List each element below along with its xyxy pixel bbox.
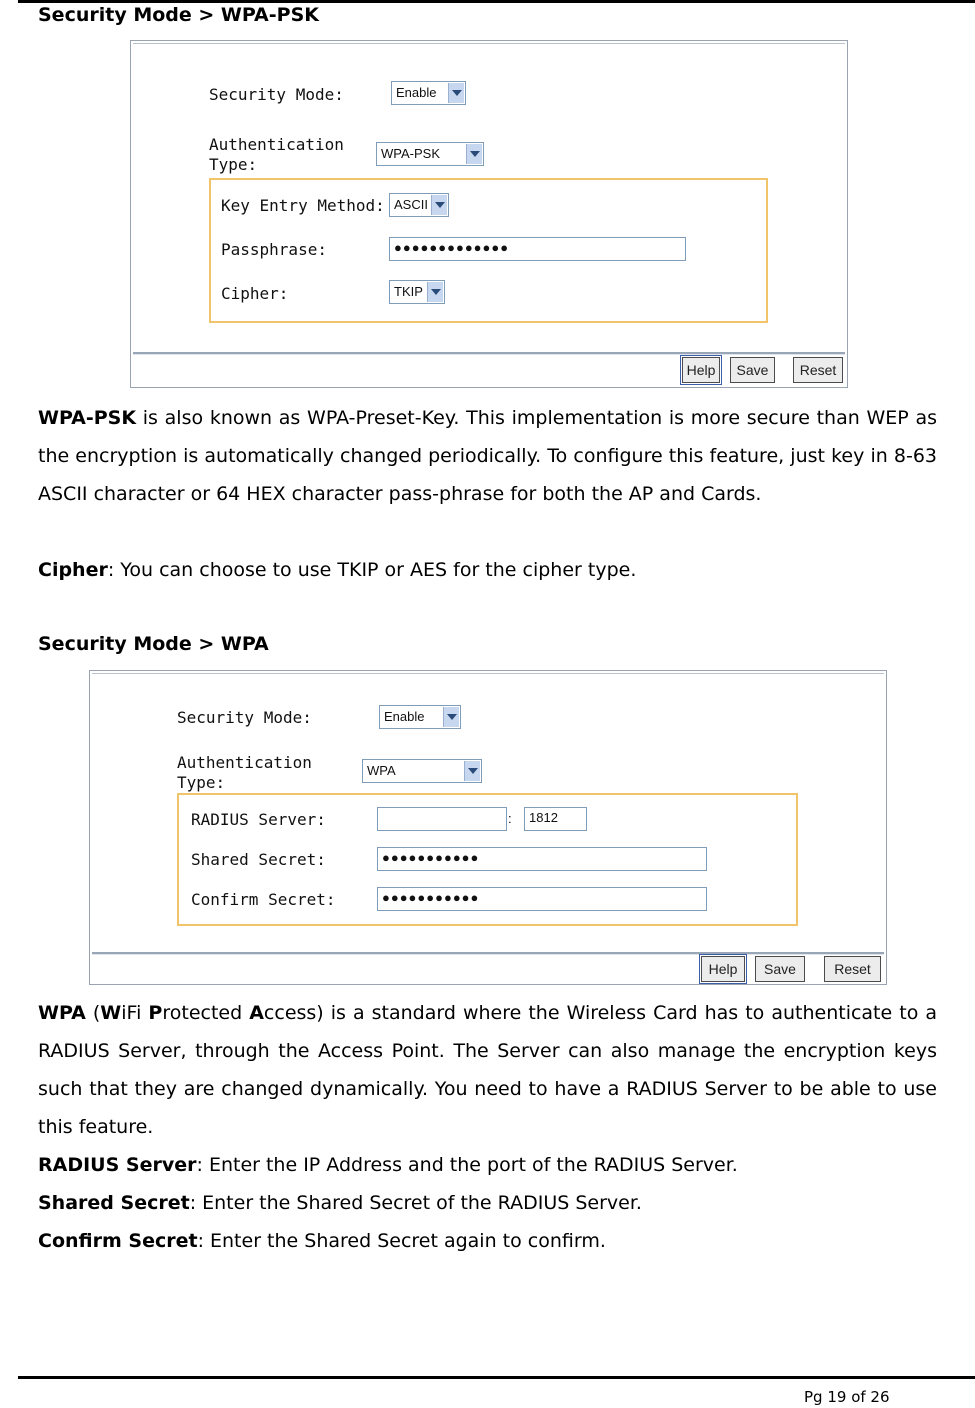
reset-button[interactable]: Reset xyxy=(793,357,843,383)
cipher-select[interactable] xyxy=(389,280,445,304)
shared-secret-text: : Enter the Shared Secret of the RADIUS Server. xyxy=(189,1192,642,1214)
auth-type-select[interactable] xyxy=(376,142,484,166)
security-mode-value: Enable xyxy=(396,85,437,100)
auth-type-value: WPA-PSK xyxy=(381,146,440,161)
wpa-psk-text: is also known as WPA-Preset-Key. This implementation is more secure than WEP as the encryption is automatically changed periodically. To configure this feature, just key in 8-63 ASCII character or 64 HEX character pass-phrase for both the AP and Cards. xyxy=(38,407,937,505)
wpa-a: A xyxy=(249,1002,264,1024)
section-heading-wpa: Security Mode > WPA xyxy=(38,633,269,655)
wpa-psk-screenshot xyxy=(130,40,848,388)
panel-separator xyxy=(133,352,845,355)
passphrase-input[interactable]: ●●●●●●●●●●●●● xyxy=(389,237,686,261)
save-button[interactable]: Save xyxy=(755,956,805,982)
help-button[interactable]: Help xyxy=(701,956,745,982)
wpa-w: W xyxy=(100,1002,122,1024)
wpa-ifi: iFi xyxy=(121,1002,149,1024)
security-mode-select[interactable] xyxy=(379,705,461,729)
page-number: Pg 19 of 26 xyxy=(804,1388,890,1406)
chevron-down-icon xyxy=(427,282,443,302)
section-heading-wpa-psk: Security Mode > WPA-PSK xyxy=(38,4,319,26)
top-rule xyxy=(18,0,975,3)
radius-port-input[interactable]: 1812 xyxy=(524,807,587,831)
security-mode-value: Enable xyxy=(384,709,425,724)
shared-secret-input[interactable]: ●●●●●●●●●●● xyxy=(377,847,707,871)
panel-top-line xyxy=(92,673,884,674)
cipher-value: TKIP xyxy=(394,284,423,299)
radius-server-label: RADIUS Server: xyxy=(191,810,326,829)
radius-server-description xyxy=(38,1146,738,1184)
radius-server-term: RADIUS Server xyxy=(38,1154,197,1176)
bottom-rule xyxy=(18,1376,975,1379)
panel-separator xyxy=(92,952,884,955)
shared-secret-label: Shared Secret: xyxy=(191,850,326,869)
reset-button[interactable]: Reset xyxy=(824,956,881,982)
auth-type-select[interactable] xyxy=(362,759,482,783)
wpa-psk-description xyxy=(38,399,937,513)
wpa-psk-term: WPA-PSK xyxy=(38,407,137,429)
passphrase-label: Passphrase: xyxy=(221,240,327,259)
chevron-down-icon xyxy=(443,707,459,727)
port-separator: : xyxy=(508,811,512,826)
auth-type-value: WPA xyxy=(367,763,396,778)
cipher-term: Cipher xyxy=(38,559,108,581)
radius-ip-input[interactable] xyxy=(377,807,507,831)
shared-secret-term: Shared Secret xyxy=(38,1192,190,1214)
key-entry-value: ASCII xyxy=(394,197,428,212)
key-entry-select[interactable] xyxy=(389,193,449,217)
confirm-secret-term: Confirm Secret xyxy=(38,1230,198,1252)
security-mode-label: Security Mode: xyxy=(209,85,344,104)
auth-type-label: Authentication Type: xyxy=(177,753,312,792)
cipher-text: : You can choose to use TKIP or AES for the cipher type. xyxy=(107,559,637,581)
confirm-secret-description xyxy=(38,1222,606,1260)
cipher-label: Cipher: xyxy=(221,284,289,303)
chevron-down-icon xyxy=(448,83,464,103)
wpa-p: P xyxy=(148,1002,163,1024)
wpa-description xyxy=(38,994,937,1146)
confirm-secret-label: Confirm Secret: xyxy=(191,890,336,909)
chevron-down-icon xyxy=(466,144,482,164)
key-entry-label: Key Entry Method: xyxy=(221,196,385,215)
wpa-rotected: rotected xyxy=(162,1002,250,1024)
security-mode-label: Security Mode: xyxy=(177,708,312,727)
chevron-down-icon xyxy=(431,195,447,215)
wpa-open-paren: ( xyxy=(85,1002,101,1024)
confirm-secret-input[interactable]: ●●●●●●●●●●● xyxy=(377,887,707,911)
confirm-secret-text: : Enter the Shared Secret again to confirm. xyxy=(197,1230,606,1252)
wpa-screenshot xyxy=(89,670,887,985)
wpa-term: WPA xyxy=(38,1002,86,1024)
auth-type-label: Authentication Type: xyxy=(209,135,344,174)
help-button[interactable]: Help xyxy=(682,357,720,383)
cipher-description xyxy=(38,551,636,589)
radius-server-text: : Enter the IP Address and the port of the RADIUS Server. xyxy=(196,1154,738,1176)
panel-top-line xyxy=(133,43,845,44)
wpa-rest: ccess) is a standard where the Wireless Card has to authenticate to a RADIUS Server, through the Access Point. The Server can also manage the encryption keys such that they are changed dynamically. You need to have a RADIUS Server to be able to use this feature. xyxy=(38,1002,937,1138)
shared-secret-description xyxy=(38,1184,642,1222)
chevron-down-icon xyxy=(464,761,480,781)
security-mode-select[interactable] xyxy=(391,81,466,105)
save-button[interactable]: Save xyxy=(730,357,775,383)
